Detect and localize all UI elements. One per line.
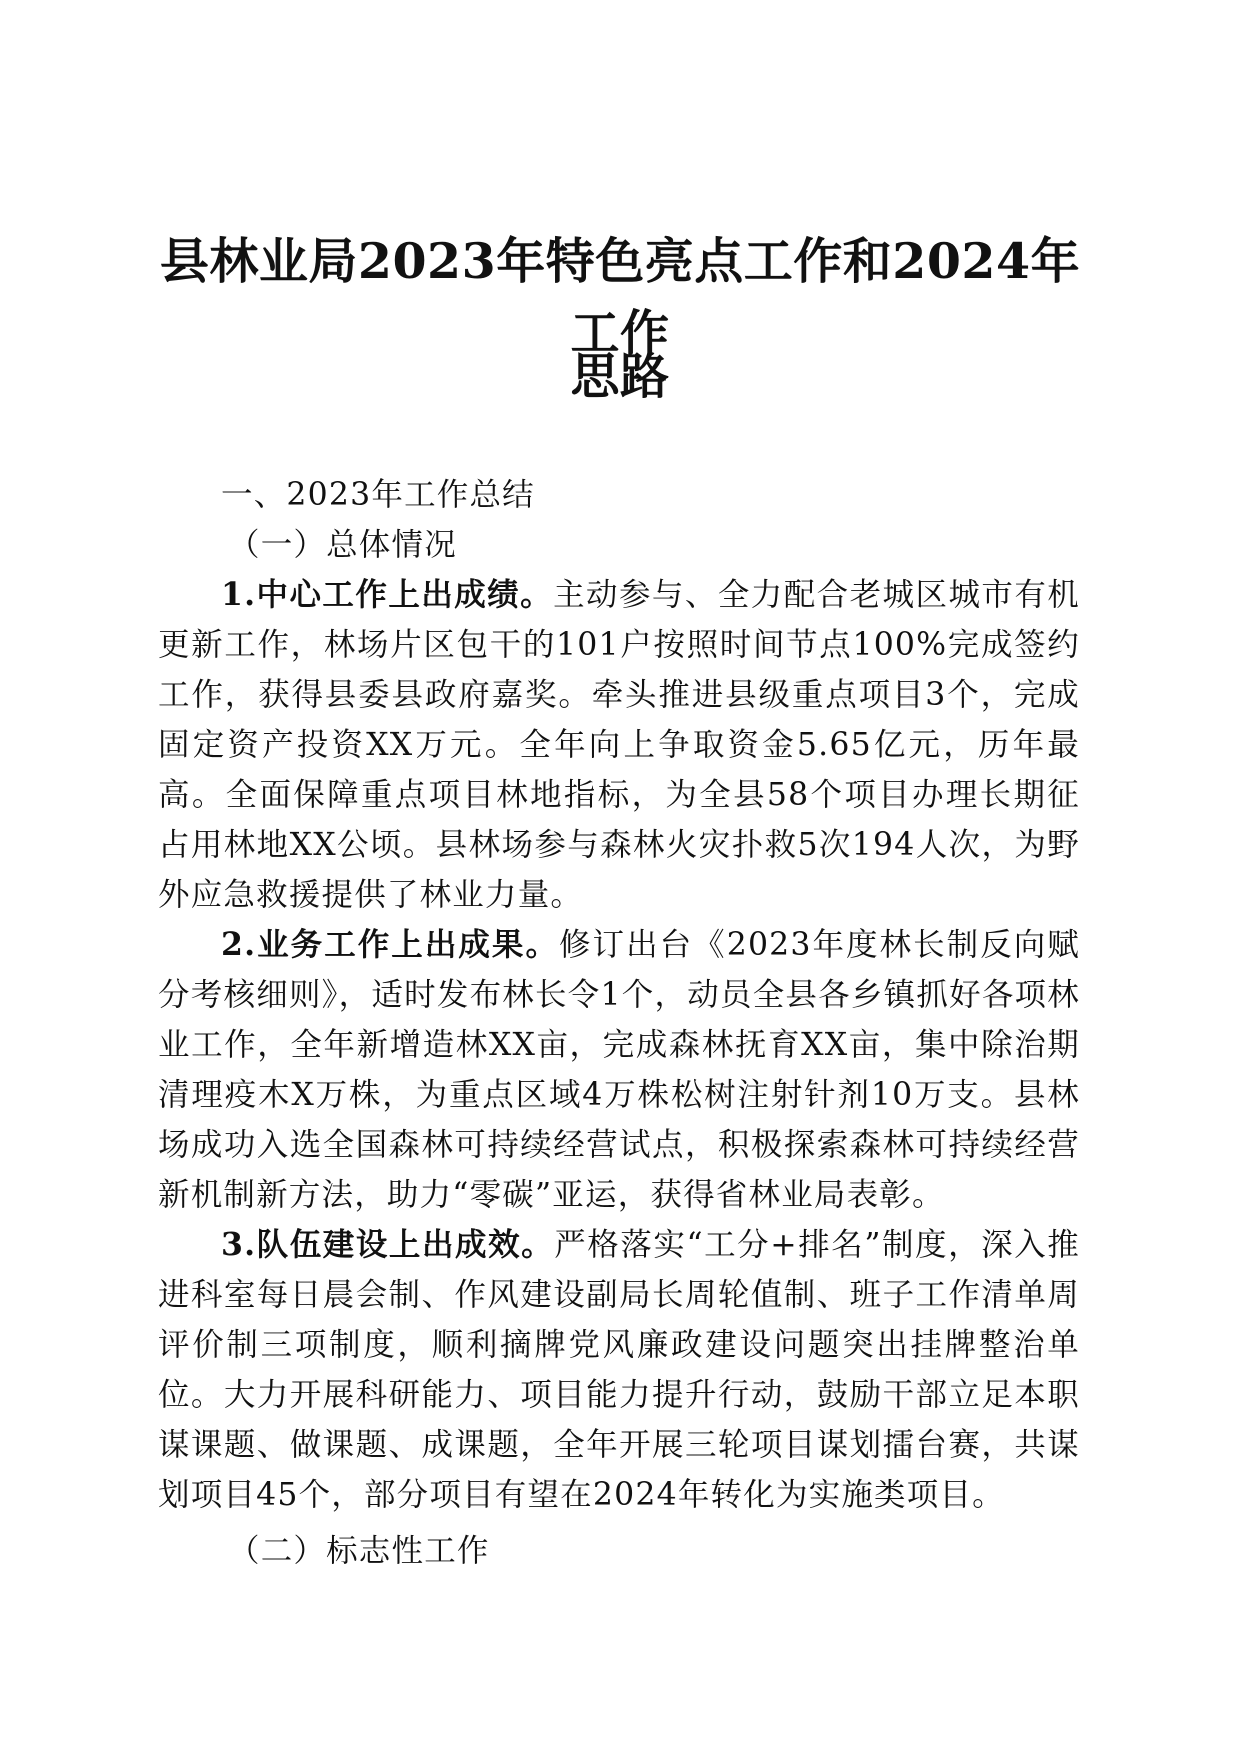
paragraph-1-text: 主动参与、全力配合老城区城市有机更新工作，林场片区包干的101户按照时间节点100%完成签约工作，获得县委县政府嘉奖。牵头推进县级重点项目3个，完成固定资产投资XX万元。全年向上争取资金5.65亿元，历年最高。全面保障重点项目林地指标，为全县58个项目办理长期征占用林地XX公顷。县林场参与森林火灾扑救5次194人次，为野外应急救援提供了林业力量。 [158,577,1081,913]
document-title-line-2: 思路 [570,347,670,405]
paragraph-3-text: 严格落实“工分+排名”制度，深入推进科室每日晨会制、作风建设副局长周轮值制、班子工作清单周评价制三项制度，顺利摘牌党风廉政建设问题突出挂牌整治单位。大力开展科研能力、项目能力提升行动，鼓励干部立足本职谋课题、做课题、成课题，全年开展三轮项目谋划擂台赛，共谋划项目45个，部分项目有望在2024年转化为实施类项目。 [158,1227,1080,1513]
document-title-line-1: 县林业局2023年特色亮点工作和2024年工作 [159,232,1081,362]
paragraph-1-lead: 1.中心工作上出成绩。 [221,576,554,613]
paragraph-2 [158,920,1080,1220]
paragraph-3-lead: 3.队伍建设上出成效。 [221,1226,555,1263]
paragraph-2-lead: 2.业务工作上出成果。 [221,926,559,963]
document-body [158,470,1080,1576]
subsection-heading-2: （二）标志性工作 [228,1533,490,1569]
paragraph-1 [158,570,1080,920]
paragraph-3 [158,1220,1080,1520]
section-heading-1: 一、2023年工作总结 [221,477,535,513]
subsection-heading-1: （一）总体情况 [228,527,457,563]
paragraph-2-text: 修订出台《2023年度林长制反向赋分考核细则》，适时发布林长令1个，动员全县各乡镇抓好各项林业工作，全年新增造林XX亩，完成森林抚育XX亩，集中除治期清理疫木X万株，为重点区域4万株松树注射针剂10万支。县林场成功入选全国森林可持续经营试点，积极探索森林可持续经营新机制新方法，助力“零碳”亚运，获得省林业局表彰。 [158,927,1080,1213]
